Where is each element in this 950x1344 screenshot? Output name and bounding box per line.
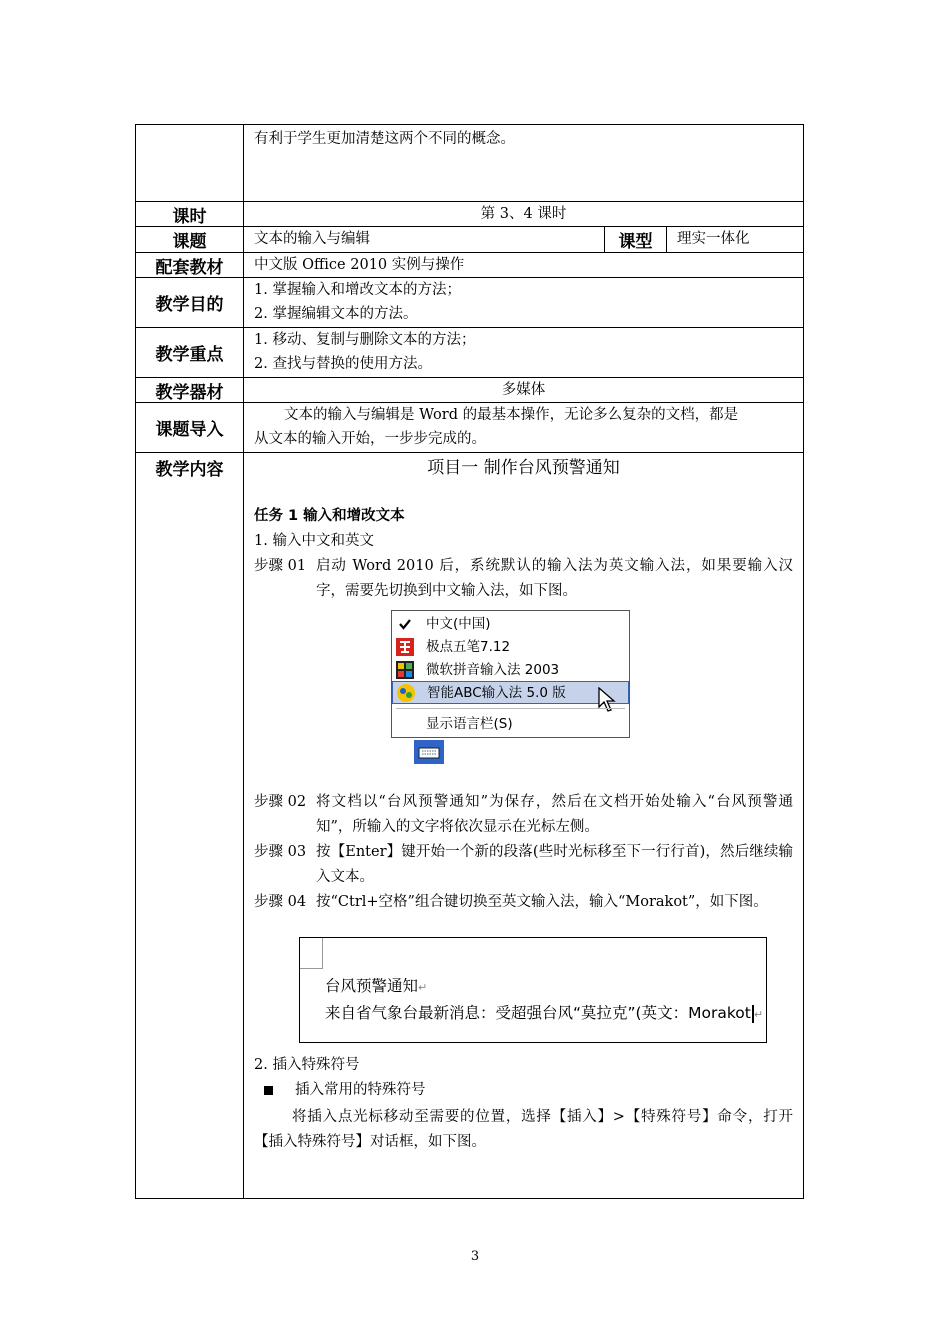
key-points-label: 教学重点 bbox=[136, 328, 244, 377]
intro-line: 文本的输入与编辑是 Word 的最基本操作，无论多么复杂的文档，都是 bbox=[284, 407, 739, 423]
square-bullet-icon bbox=[264, 1086, 273, 1095]
step-number: 步骤 01 bbox=[254, 558, 307, 574]
menu-item-label: 智能ABC输入法 5.0 版 bbox=[427, 684, 566, 701]
doc-line-text: 台风预警通知 bbox=[325, 977, 419, 995]
menu-item-label: 微软拼音输入法 2003 bbox=[426, 661, 560, 678]
step-01 bbox=[254, 554, 793, 604]
doc-line-1 bbox=[325, 974, 427, 1000]
type-value: 理实一体化 bbox=[677, 231, 750, 247]
instruction-paragraph: 将插入点光标移动至需要的位置，选择【插入】>【特殊符号】命令，打开【插入特殊符号】对话框，如下图。 bbox=[254, 1109, 793, 1150]
project-title: 项目一 制作台风预警通知 bbox=[427, 458, 620, 478]
menu-item-show-langbar[interactable] bbox=[392, 712, 629, 735]
section-heading: 1. 输入中文和英文 bbox=[254, 533, 374, 549]
equipment-value: 多媒体 bbox=[501, 382, 546, 398]
content-label: 教学内容 bbox=[136, 453, 244, 1198]
equipment-row bbox=[136, 377, 803, 402]
intro-label: 课题导入 bbox=[136, 403, 244, 452]
menu-item-abc[interactable] bbox=[392, 681, 629, 704]
objectives-list bbox=[244, 278, 803, 327]
key-points-list bbox=[244, 328, 803, 377]
step-02 bbox=[254, 790, 793, 840]
content-row bbox=[136, 452, 803, 1198]
bullet-item bbox=[254, 1078, 793, 1103]
step-03 bbox=[254, 840, 793, 890]
continued-row bbox=[136, 125, 803, 201]
lesson-plan-table bbox=[135, 124, 804, 1199]
step-number: 步骤 02 bbox=[254, 794, 307, 810]
step-04 bbox=[254, 890, 793, 915]
section-heading: 2. 插入特殊符号 bbox=[254, 1057, 360, 1073]
step-text: 按“Ctrl+空格”组合键切换至英文输入法，输入“Morakot”，如下图。 bbox=[316, 894, 768, 910]
step-text: 启动 Word 2010 后，系统默认的输入法为英文输入法，如果要输入汉字，需要先切换到中文输入法，如下图。 bbox=[316, 558, 793, 599]
paragraph-mark-icon: ↵ bbox=[418, 981, 428, 994]
topic-value: 文本的输入与编辑 bbox=[254, 231, 370, 247]
doc-line-2 bbox=[325, 1001, 763, 1027]
class-hours-value: 第 3、4 课时 bbox=[480, 206, 567, 222]
key-point-item: 1. 移动、复制与删除文本的方法； bbox=[254, 332, 476, 348]
menu-item-label: 极点五笔7.12 bbox=[426, 638, 511, 655]
task-title: 任务 1 输入和增改文本 bbox=[254, 508, 405, 524]
page-number: 3 bbox=[470, 1249, 480, 1264]
page-corner-mark bbox=[300, 938, 323, 969]
step-text: 按【Enter】键开始一个新的段落(些时光标移至下一行行首)，然后继续输入文本。 bbox=[316, 844, 793, 885]
menu-item-label: 显示语言栏(S) bbox=[426, 715, 513, 732]
paragraph-mark-icon: ↵ bbox=[753, 1008, 764, 1021]
intro-line: 从文本的输入开始，一步步完成的。 bbox=[254, 431, 486, 447]
key-point-item: 2. 查找与替换的使用方法。 bbox=[254, 356, 432, 372]
menu-item-wubi[interactable] bbox=[392, 635, 629, 658]
wubi-icon bbox=[392, 637, 418, 657]
textbook-value: 中文版 Office 2010 实例与操作 bbox=[254, 257, 465, 273]
step-number: 步骤 04 bbox=[254, 894, 307, 910]
objective-item: 2. 掌握编辑文本的方法。 bbox=[254, 306, 418, 322]
menu-divider bbox=[396, 708, 625, 709]
menu-item-pinyin[interactable] bbox=[392, 658, 629, 681]
topic-label: 课题 bbox=[136, 227, 244, 252]
menu-item-label: 中文(中国) bbox=[426, 615, 491, 632]
objectives-label: 教学目的 bbox=[136, 278, 244, 327]
keyboard-icon[interactable] bbox=[414, 740, 444, 764]
pinyin-icon bbox=[392, 660, 418, 680]
bullet-text: 插入常用的特殊符号 bbox=[295, 1082, 426, 1098]
step-number: 步骤 03 bbox=[254, 844, 307, 860]
menu-item-chinese[interactable] bbox=[392, 612, 629, 635]
continued-text: 有利于学生更加清楚这两个不同的概念。 bbox=[254, 131, 515, 147]
empty-label-cell bbox=[136, 125, 244, 201]
topic-row bbox=[136, 226, 803, 252]
equipment-label: 教学器材 bbox=[136, 378, 244, 402]
document-screenshot bbox=[299, 937, 767, 1043]
ime-menu-figure bbox=[254, 610, 793, 790]
class-hours-label: 课时 bbox=[136, 202, 244, 226]
content-body bbox=[244, 453, 803, 1198]
abc-icon bbox=[393, 683, 419, 703]
type-label: 课型 bbox=[604, 227, 667, 252]
objectives-row bbox=[136, 277, 803, 327]
step-text: 将文档以“台风预警通知”为保存，然后在文档开始处输入“台风预警通知”，所输入的文字将依次显示在光标左侧。 bbox=[316, 794, 793, 835]
doc-line-text: 来自省气象台最新消息：受超强台风“莫拉克”(英文：Morakot bbox=[325, 1004, 751, 1022]
check-icon bbox=[392, 617, 418, 631]
ime-menu bbox=[391, 610, 630, 738]
intro-text bbox=[244, 403, 803, 452]
intro-row bbox=[136, 402, 803, 452]
key-points-row bbox=[136, 327, 803, 377]
class-hours-row bbox=[136, 201, 803, 226]
textbook-row bbox=[136, 252, 803, 277]
textbook-label: 配套教材 bbox=[136, 253, 244, 277]
objective-item: 1. 掌握输入和增改文本的方法； bbox=[254, 282, 461, 298]
